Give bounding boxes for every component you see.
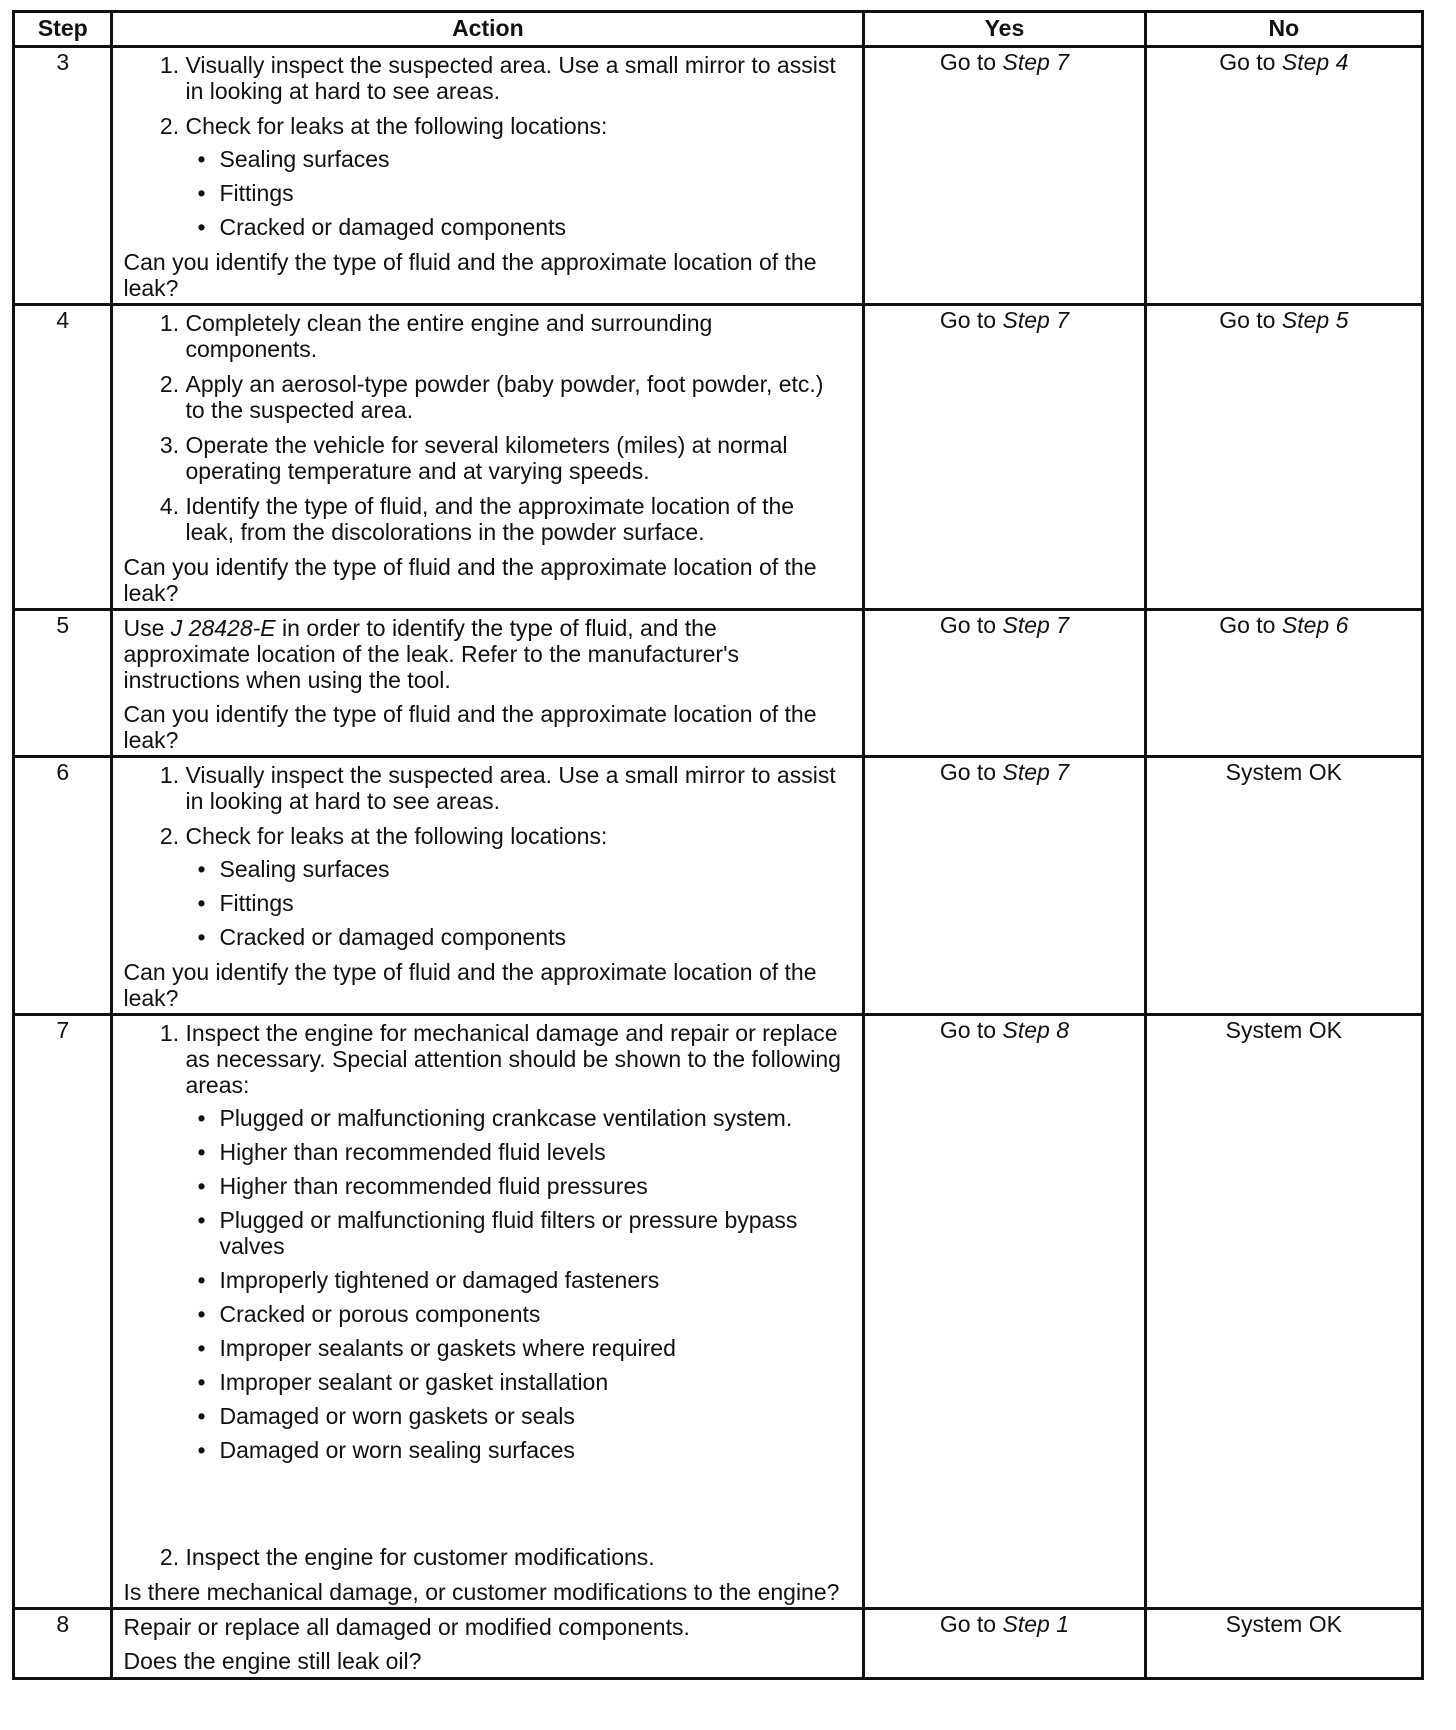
- bullet-item: • Cracked or porous components: [219, 1301, 848, 1327]
- no-result: Go to Step 6: [1145, 610, 1422, 757]
- yes-target: Step 7: [1002, 612, 1069, 638]
- yes-result: Go to Step 1: [864, 1609, 1145, 1679]
- tool-name: J 28428-E: [170, 615, 276, 641]
- question: Can you identify the type of fluid and the approximate location of the leak?: [123, 701, 817, 753]
- list-item: [185, 113, 848, 240]
- instruction-text: Repair or replace all damaged or modified components.: [123, 1614, 690, 1640]
- yes-target: Step 8: [1002, 1017, 1069, 1043]
- action-list: [123, 52, 848, 240]
- bullet-item: • Improperly tightened or damaged fasteners: [219, 1267, 848, 1293]
- action-cell: [112, 1015, 864, 1609]
- list-item: [185, 1020, 848, 1535]
- list-item: 1. Visually inspect the suspected area. Use a small mirror to assist in looking at hard to see areas.: [185, 52, 848, 104]
- question: Can you identify the type of fluid and the approximate location of the leak?: [123, 959, 817, 1011]
- bullet-item: • Higher than recommended fluid levels: [219, 1139, 848, 1165]
- bullet-item: • Sealing surfaces: [219, 146, 848, 172]
- header-row: [14, 12, 1423, 47]
- bullet-item: • Damaged or worn gaskets or seals: [219, 1403, 848, 1429]
- action-list: [123, 762, 848, 950]
- list-item: 3. Operate the vehicle for several kilometers (miles) at normal operating temperature and at varying speeds.: [185, 432, 848, 484]
- yes-result: Go to Step 7: [864, 305, 1145, 610]
- step-number: 3: [14, 47, 112, 305]
- yes-result: Go to Step 7: [864, 47, 1145, 305]
- no-result: Go to Step 5: [1145, 305, 1422, 610]
- action-list: [123, 310, 848, 545]
- yes-result: Go to Step 7: [864, 757, 1145, 1015]
- list-item: 1. Completely clean the entire engine and surrounding components.: [185, 310, 848, 362]
- bullet-list: [185, 1105, 848, 1463]
- bullet-list: [185, 146, 848, 240]
- list-item: 2. Inspect the engine for customer modifications.: [185, 1544, 848, 1570]
- instruction-text: Use J 28428-E in order to identify the type of fluid, and the approximate location of the leak. Refer to the manufacturer's instructions when using the tool.: [123, 615, 739, 693]
- no-result: System OK: [1145, 757, 1422, 1015]
- yes-target: Step 7: [1002, 759, 1069, 785]
- spacer: [185, 1471, 848, 1535]
- table-row-step-7: [14, 1015, 1423, 1609]
- list-item: 2. Apply an aerosol-type powder (baby powder, foot powder, etc.) to the suspected area.: [185, 371, 848, 423]
- bullet-item: • Fittings: [219, 890, 848, 916]
- bullet-item: • Higher than recommended fluid pressures: [219, 1173, 848, 1199]
- yes-target: Step 7: [1002, 307, 1069, 333]
- header-step: Step: [14, 12, 112, 47]
- table-row-step-8: [14, 1609, 1423, 1679]
- list-item-text: Check for leaks at the following locations:: [185, 113, 608, 139]
- table-row-step-3: [14, 47, 1423, 305]
- diagnostic-table: [12, 10, 1424, 1680]
- action-cell: [112, 610, 864, 757]
- yes-target: Step 1: [1002, 1611, 1069, 1637]
- header-no: No: [1145, 12, 1422, 47]
- question: Can you identify the type of fluid and the approximate location of the leak?: [123, 249, 817, 301]
- yes-result: Go to Step 7: [864, 610, 1145, 757]
- step-number: 8: [14, 1609, 112, 1679]
- bullet-item: • Cracked or damaged components: [219, 924, 848, 950]
- action-cell: [112, 757, 864, 1015]
- no-target: Step 6: [1281, 612, 1349, 638]
- list-item: 4. Identify the type of fluid, and the approximate location of the leak, from the discolorations in the powder surface.: [185, 493, 848, 545]
- no-target: Step 5: [1281, 307, 1349, 333]
- list-item: 1. Visually inspect the suspected area. Use a small mirror to assist in looking at hard to see areas.: [185, 762, 848, 814]
- list-item: [185, 823, 848, 950]
- table-row-step-6: [14, 757, 1423, 1015]
- bullet-item: • Sealing surfaces: [219, 856, 848, 882]
- step-number: 6: [14, 757, 112, 1015]
- no-result: System OK: [1145, 1015, 1422, 1609]
- action-cell: [112, 305, 864, 610]
- bullet-item: • Improper sealants or gaskets where required: [219, 1335, 848, 1361]
- header-yes: Yes: [864, 12, 1145, 47]
- yes-result: Go to Step 8: [864, 1015, 1145, 1609]
- table-row-step-4: [14, 305, 1423, 610]
- no-target: Step 4: [1281, 49, 1349, 75]
- bullet-item: • Improper sealant or gasket installation: [219, 1369, 848, 1395]
- yes-target: Step 7: [1002, 49, 1069, 75]
- bullet-item: • Damaged or worn sealing surfaces: [219, 1437, 848, 1463]
- no-result: System OK: [1145, 1609, 1422, 1679]
- table-row-step-5: [14, 610, 1423, 757]
- bullet-item: • Fittings: [219, 180, 848, 206]
- bullet-item: • Plugged or malfunctioning fluid filters or pressure bypass valves: [219, 1207, 848, 1259]
- step-number: 4: [14, 305, 112, 610]
- question: Can you identify the type of fluid and the approximate location of the leak?: [123, 554, 817, 606]
- question: Does the engine still leak oil?: [123, 1648, 422, 1674]
- header-action: Action: [112, 12, 864, 47]
- no-result: Go to Step 4: [1145, 47, 1422, 305]
- bullet-list: [185, 856, 848, 950]
- bullet-item: • Plugged or malfunctioning crankcase ventilation system.: [219, 1105, 848, 1131]
- action-list: [123, 1020, 848, 1570]
- action-cell: [112, 47, 864, 305]
- bullet-item: • Cracked or damaged components: [219, 214, 848, 240]
- question: Is there mechanical damage, or customer modifications to the engine?: [123, 1579, 840, 1605]
- step-number: 7: [14, 1015, 112, 1609]
- list-item-text: Inspect the engine for mechanical damage and repair or replace as necessary. Special attention should be shown to the following areas:: [185, 1020, 841, 1098]
- list-item-text: Check for leaks at the following locations:: [185, 823, 608, 849]
- step-number: 5: [14, 610, 112, 757]
- action-cell: [112, 1609, 864, 1679]
